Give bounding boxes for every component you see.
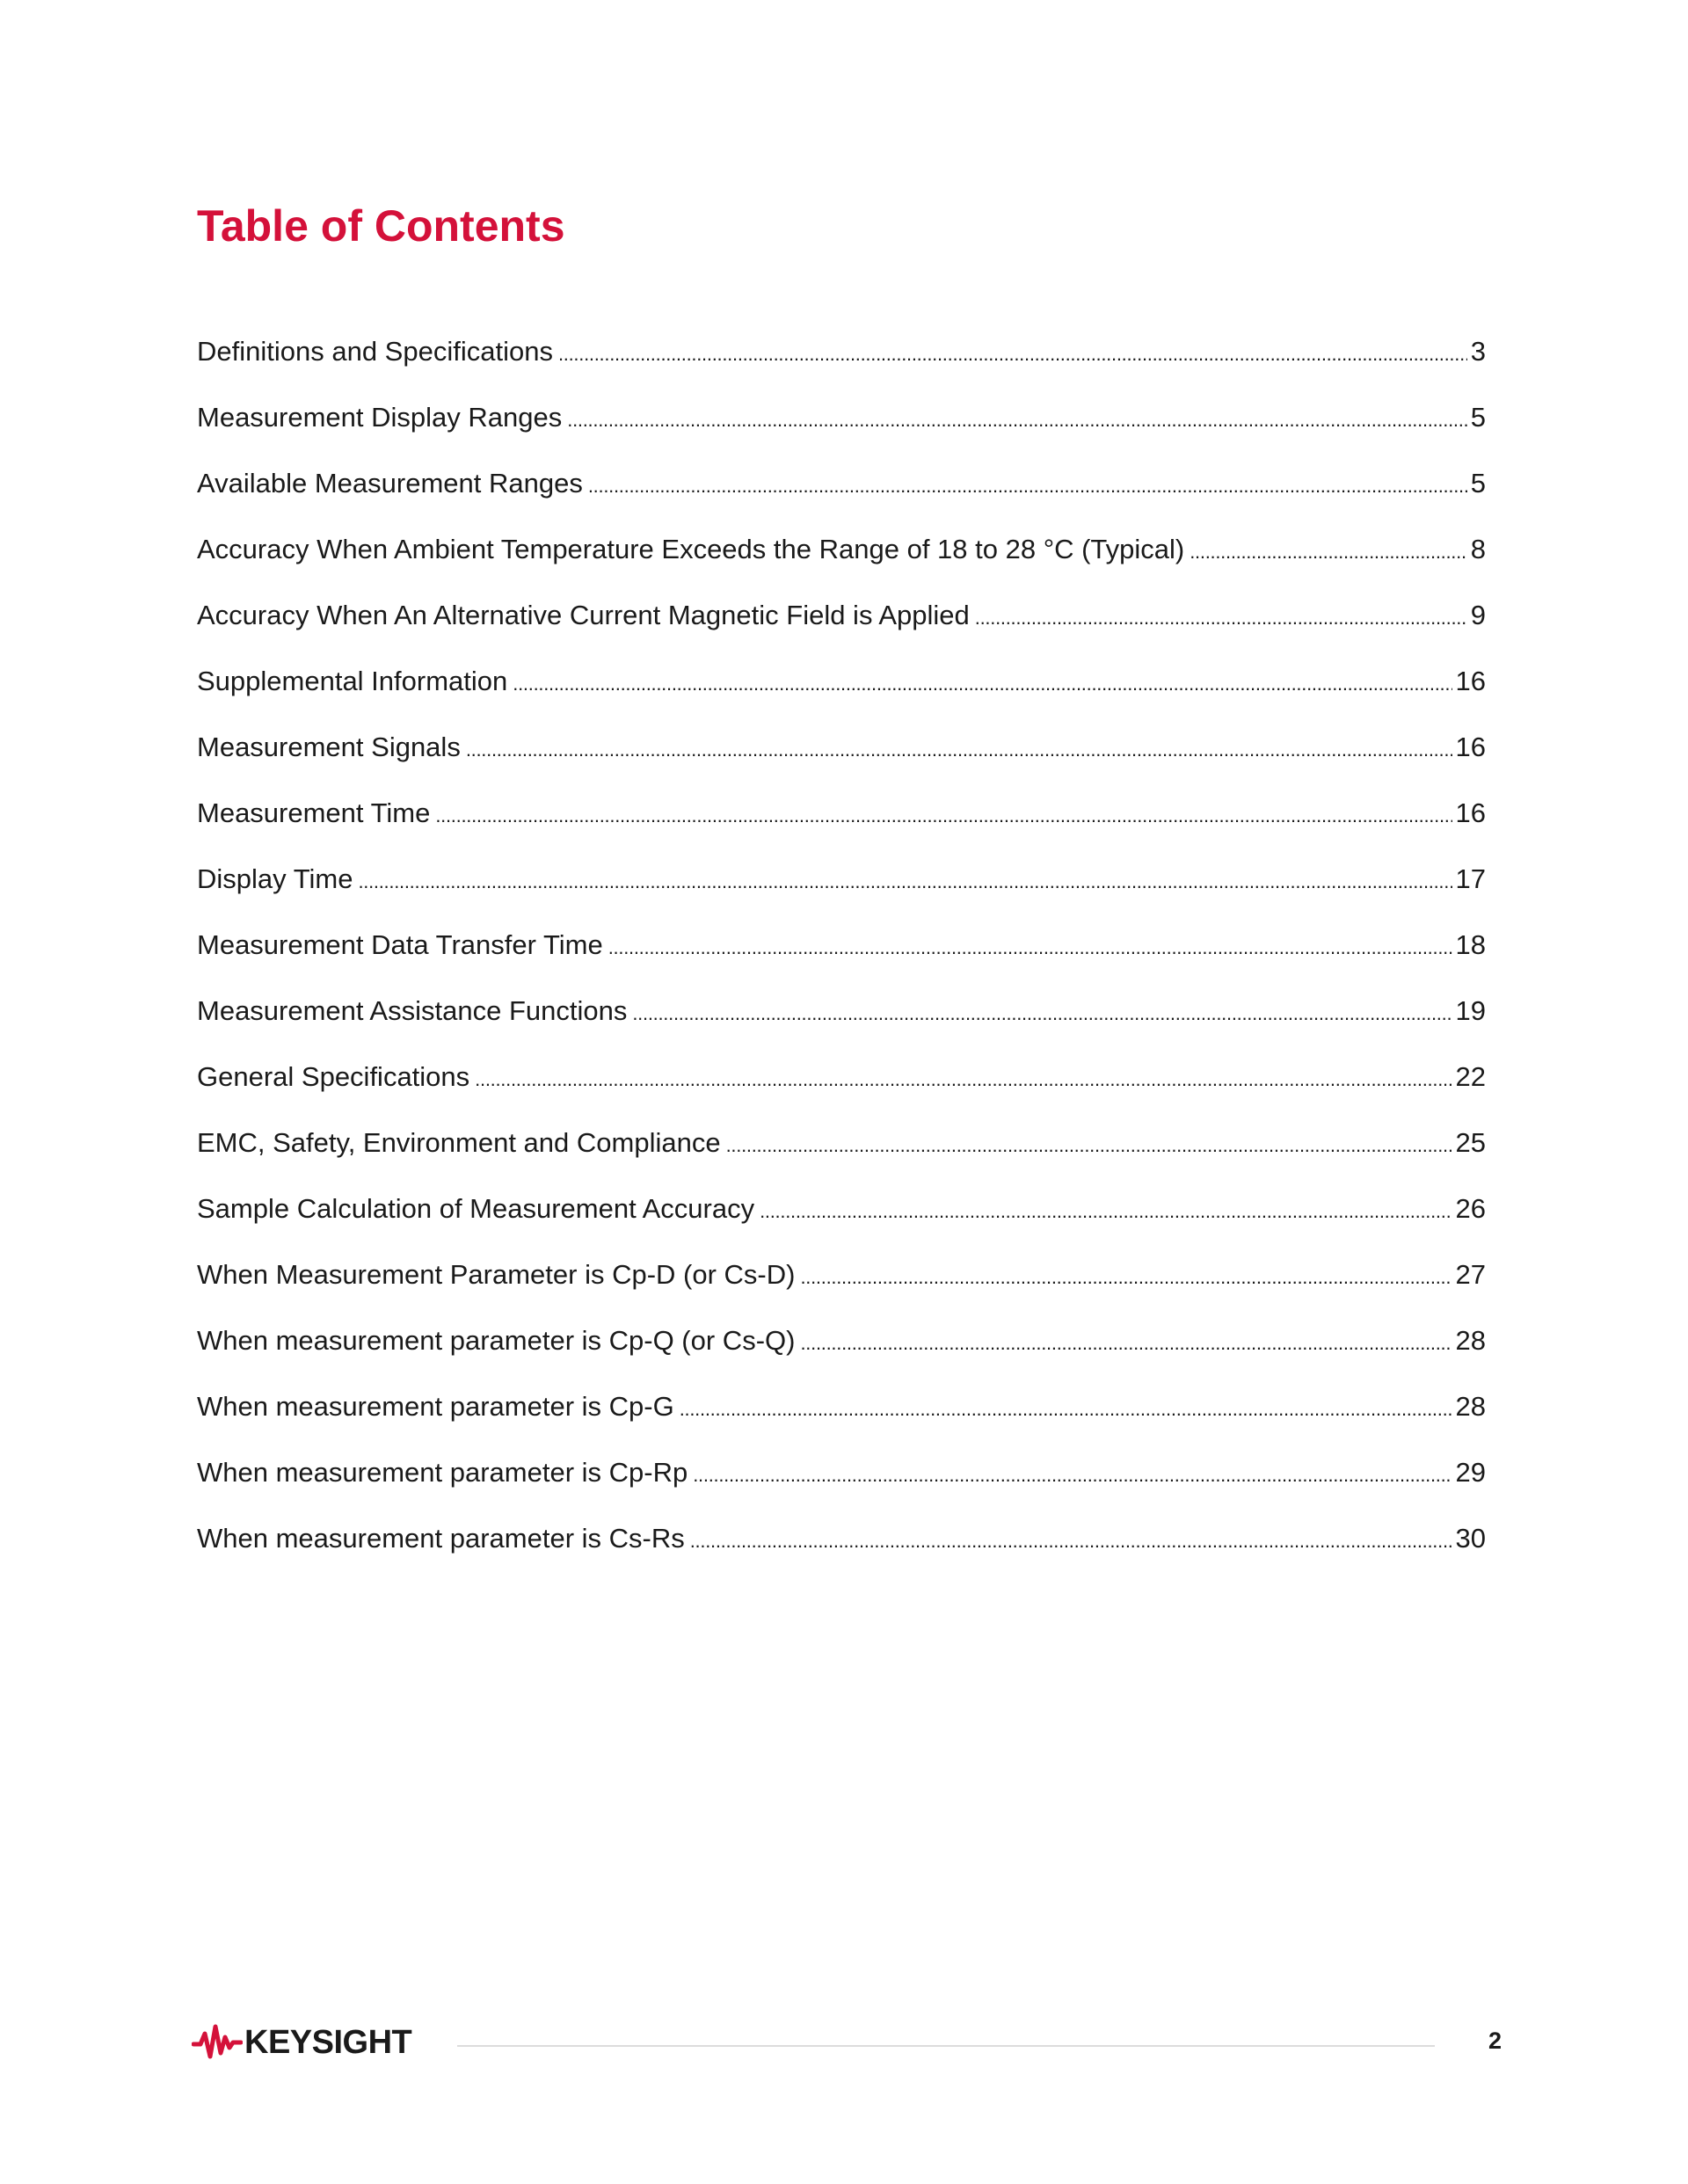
toc-entry-title: When measurement parameter is Cs-Rs [197,1523,685,1554]
toc-entry-page: 16 [1455,666,1486,696]
toc-entry-page: 29 [1455,1457,1486,1488]
toc-entry[interactable] [197,1183,1486,1249]
footer-divider [457,2045,1435,2047]
toc-entry-title: When Measurement Parameter is Cp-D (or Cs-D) [197,1259,796,1290]
toc-dot-leader [693,1446,1452,1502]
toc-entry-page: 17 [1455,863,1486,894]
keysight-logo [192,2020,411,2064]
toc-entry-title: Definitions and Specifications [197,336,553,367]
toc-dot-leader [800,1249,1452,1304]
toc-dot-leader [760,1183,1452,1238]
toc-entry-page: 28 [1455,1325,1486,1356]
toc-entry-page: 26 [1455,1193,1486,1224]
logo-wordmark: KEYSIGHT [244,2023,412,2061]
toc-entry[interactable] [197,985,1486,1051]
toc-entry-title: Sample Calculation of Measurement Accuracy [197,1193,755,1224]
toc-entry[interactable] [197,1051,1486,1117]
toc-dot-leader [1190,523,1467,579]
toc-entry[interactable] [197,655,1486,721]
toc-dot-leader [632,985,1452,1040]
toc-dot-leader [800,1314,1452,1370]
toc-entry[interactable] [197,1380,1486,1446]
toc-dot-leader [588,457,1467,513]
toc-entry-title: Measurement Display Ranges [197,402,563,433]
toc-entry[interactable] [197,391,1486,457]
toc-entry[interactable] [197,1249,1486,1314]
toc-dot-leader [475,1051,1452,1106]
toc-entry[interactable] [197,1314,1486,1380]
toc-entry[interactable] [197,1446,1486,1512]
toc-entry-page: 3 [1470,336,1486,367]
toc-entry-title: Accuracy When An Alternative Current Magnetic Field is Applied [197,600,970,630]
toc-entry-page: 27 [1455,1259,1486,1290]
page-footer [192,2020,1505,2073]
toc-entry-title: When measurement parameter is Cp-Q (or Cs-Q) [197,1325,796,1356]
toc-entry-page: 16 [1455,732,1486,762]
toc-entry-page: 25 [1455,1127,1486,1158]
toc-entry-title: Measurement Data Transfer Time [197,929,603,960]
toc-entry-page: 16 [1455,797,1486,828]
toc-entry-page: 28 [1455,1391,1486,1422]
toc-dot-leader [558,325,1467,381]
toc-entry[interactable] [197,721,1486,787]
toc-entry[interactable] [197,787,1486,853]
toc-entry-title: Display Time [197,863,353,894]
toc-entry-title: Measurement Signals [197,732,461,762]
toc-entry-page: 5 [1470,468,1486,499]
toc-dot-leader [975,589,1467,644]
toc-entry-title: Measurement Time [197,797,431,828]
toc-entry[interactable] [197,457,1486,523]
toc-dot-leader [608,919,1452,974]
page-number: 2 [1488,2027,1502,2054]
toc-dot-leader [690,1512,1452,1568]
toc-dot-leader [567,391,1467,447]
keysight-wave-icon [192,2023,243,2062]
toc-entry-title: When measurement parameter is Cp-G [197,1391,674,1422]
toc-entry-page: 19 [1455,995,1486,1026]
toc-dot-leader [466,721,1452,776]
toc-entry-title: Supplemental Information [197,666,508,696]
toc-entry[interactable] [197,1512,1486,1578]
toc-entry[interactable] [197,589,1486,655]
toc-entry-title: EMC, Safety, Environment and Compliance [197,1127,721,1158]
toc-entry-page: 8 [1470,534,1486,564]
page-title: Table of Contents [197,201,565,251]
toc-dot-leader [358,853,1452,908]
table-of-contents [197,325,1486,1578]
toc-entry-page: 9 [1470,600,1486,630]
toc-dot-leader [435,787,1452,842]
toc-dot-leader [513,655,1452,710]
toc-entry-page: 30 [1455,1523,1486,1554]
toc-entry[interactable] [197,325,1486,391]
toc-entry-page: 22 [1455,1061,1486,1092]
toc-entry-title: Available Measurement Ranges [197,468,583,499]
toc-entry-title: General Specifications [197,1061,470,1092]
toc-dot-leader [680,1380,1452,1436]
toc-entry-title: When measurement parameter is Cp-Rp [197,1457,688,1488]
toc-entry-title: Measurement Assistance Functions [197,995,628,1026]
toc-entry[interactable] [197,523,1486,589]
toc-entry-title: Accuracy When Ambient Temperature Exceeds the Range of 18 to 28 °C (Typical) [197,534,1185,564]
toc-entry[interactable] [197,919,1486,985]
toc-entry[interactable] [197,853,1486,919]
toc-dot-leader [726,1117,1452,1172]
toc-entry-page: 18 [1455,929,1486,960]
toc-entry[interactable] [197,1117,1486,1183]
toc-entry-page: 5 [1470,402,1486,433]
